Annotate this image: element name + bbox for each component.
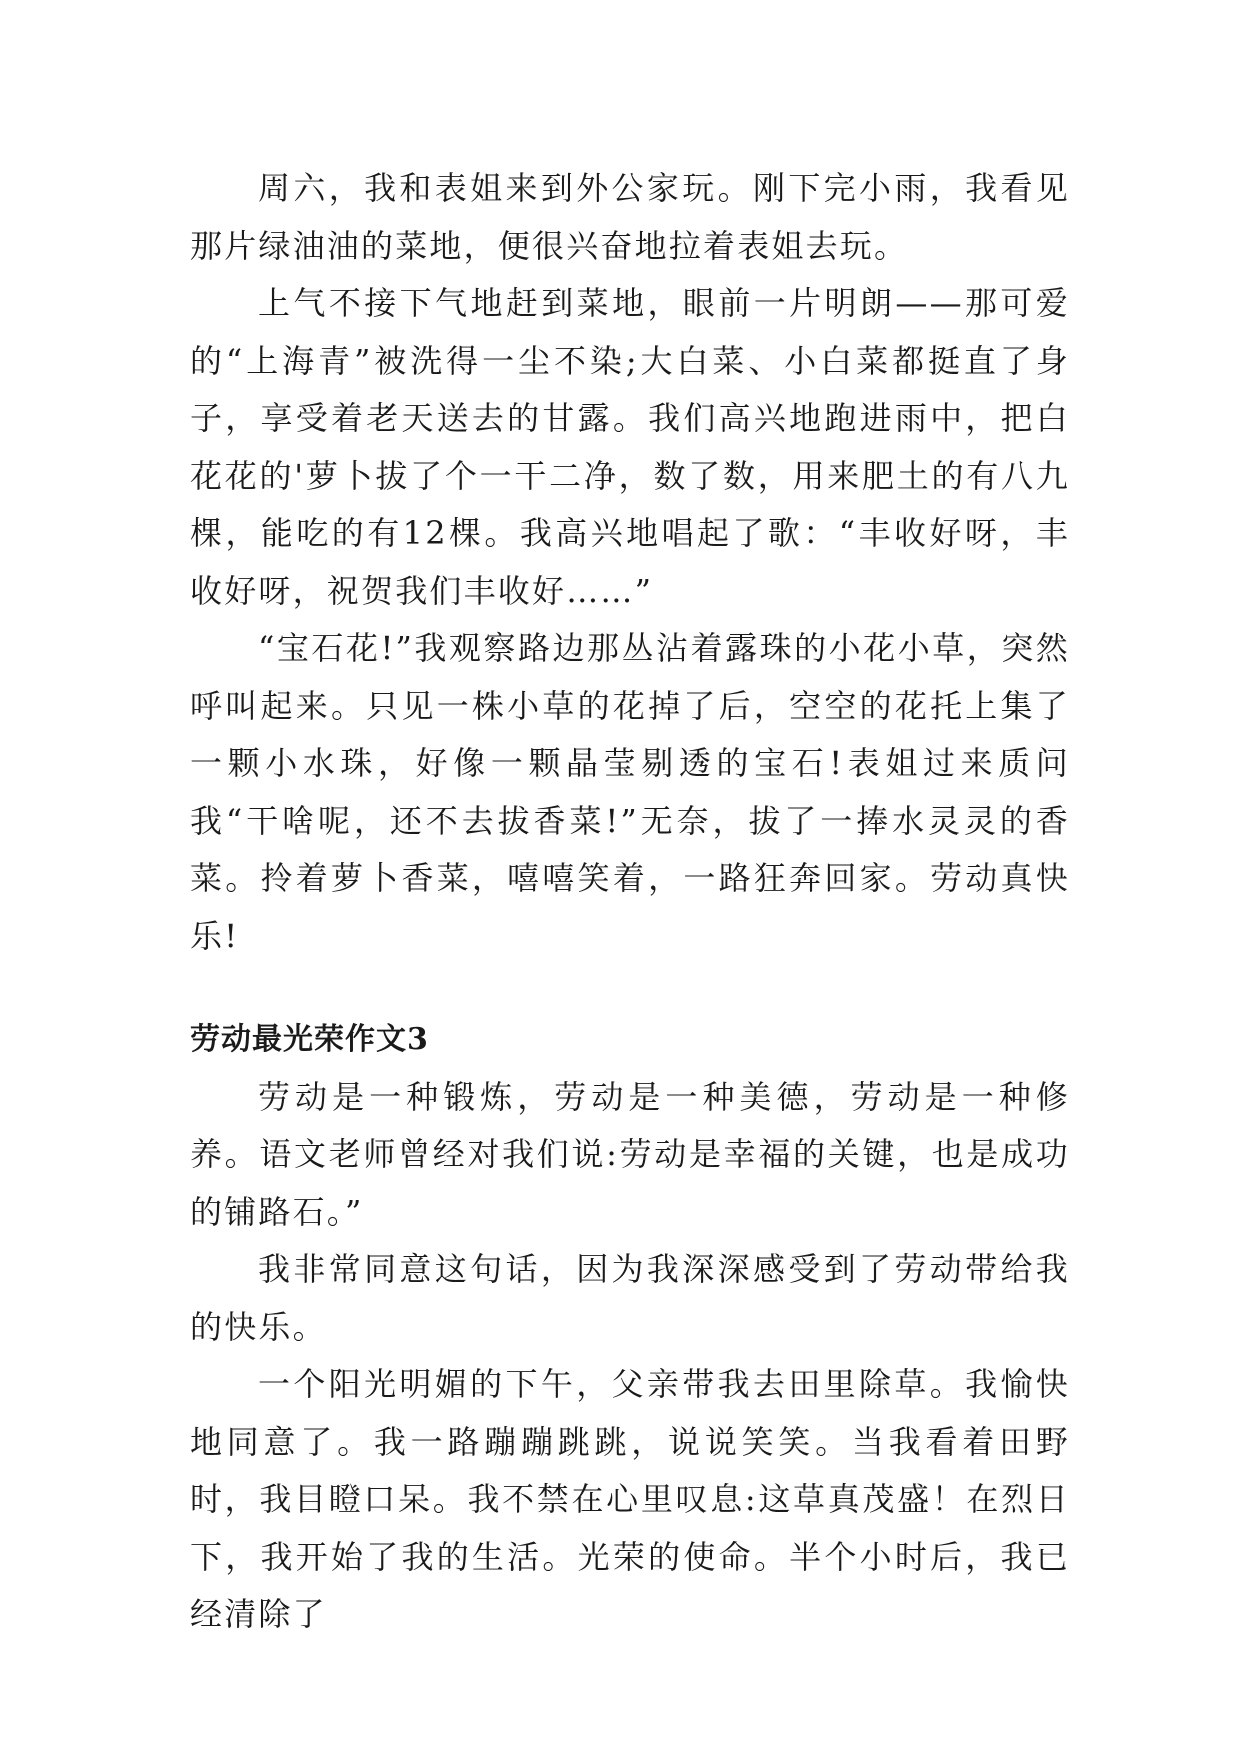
paragraph-5: 我非常同意这句话，因为我深深感受到了劳动带给我的快乐。 (190, 1250, 1070, 1346)
document-page (190, 160, 1070, 1644)
paragraph-4: 劳动是一种锻炼，劳动是一种美德，劳动是一种修养。语文老师曾经对我们说:劳动是幸福的关键，也是成功的铺路石。” (190, 1077, 1070, 1231)
paragraph-1: 周六，我和表姐来到外公家玩。刚下完小雨，我看见那片绿油油的菜地，便很兴奋地拉着表姐去玩。 (190, 169, 1070, 265)
section-title: 劳动最光荣作文3 (190, 1022, 429, 1057)
paragraph-3: “宝石花!”我观察路边那丛沾着露珠的小花小草，突然呼叫起来。只见一株小草的花掉了后，空空的花托上集了一颗小水珠，好像一颗晶莹剔透的宝石!表姐过来质问我“干啥呢，还不去拔香菜!”无奈，拔了一捧水灵灵的香菜。拎着萝卜香菜，嘻嘻笑着，一路狂奔回家。劳动真快乐! (190, 629, 1070, 955)
paragraph-6: 一个阳光明媚的下午，父亲带我去田里除草。我愉快地同意了。我一路蹦蹦跳跳，说说笑笑。当我看着田野时，我目瞪口呆。我不禁在心里叹息:这草真茂盛！在烈日下，我开始了我的生活。光荣的使命。半个小时后，我已经清除了 (190, 1365, 1070, 1633)
paragraph-2: 上气不接下气地赶到菜地，眼前一片明朗——那可爱的“上海青”被洗得一尘不染;大白菜、小白菜都挺直了身子，享受着老天送去的甘露。我们高兴地跑进雨中，把白花花的'萝卜拔了个一干二净，数了数，用来肥土的有八九棵，能吃的有12棵。我高兴地唱起了歌：“丰收好呀，丰收好呀，祝贺我们丰收好……” (190, 284, 1070, 610)
